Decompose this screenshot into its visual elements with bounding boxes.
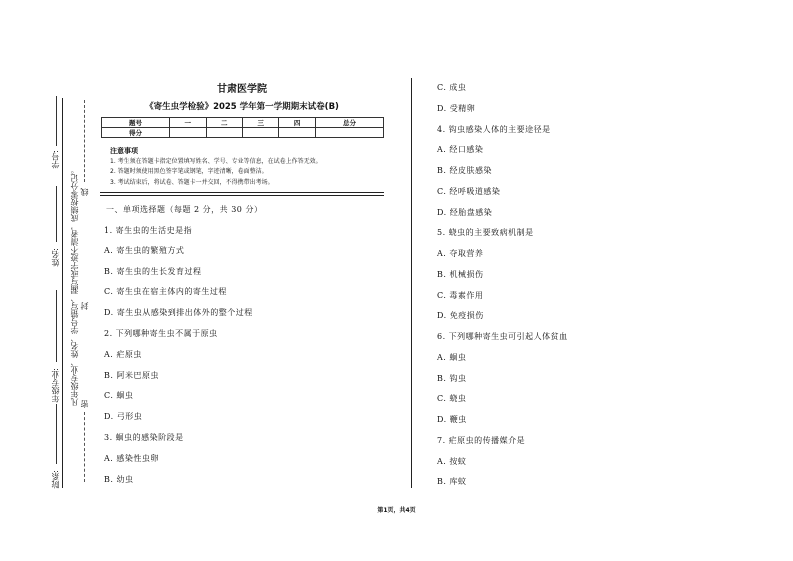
question-line: 6. 下列哪种寄生虫可引起人体贫血: [437, 332, 568, 341]
question-line: 1. 寄生虫的生活史是指: [104, 226, 193, 235]
question-line: D. 弓形虫: [104, 412, 143, 421]
question-line: A. 夺取营养: [437, 249, 484, 258]
binding-line: [62, 98, 63, 488]
name-field: [56, 186, 57, 242]
binding-warning: 凡年级专业、姓名、学号错写、漏写或字迹不清者，成绩按零分记。: [70, 166, 79, 406]
question-line: 5. 蛲虫的主要致病机制是: [437, 228, 534, 237]
header-rule: [100, 192, 384, 193]
question-line: D. 经胎盘感染: [437, 208, 493, 217]
score-cell: [279, 128, 315, 138]
question-line: B. 库蚊: [437, 477, 467, 486]
name-label: 姓名:: [51, 248, 60, 267]
question-line: B. 阿米巴原虫: [104, 371, 159, 380]
score-cell: 总分: [315, 118, 383, 128]
score-cell: 二: [206, 118, 242, 128]
question-line: B. 寄生虫的生长发育过程: [104, 267, 202, 276]
seal-char-seal: 封: [80, 302, 89, 310]
question-line: C. 经呼吸道感染: [437, 187, 501, 196]
column-divider: [411, 78, 412, 488]
question-line: A. 寄生虫的繁殖方式: [104, 246, 185, 255]
question-line: D. 受精卵: [437, 104, 476, 113]
page-number: 第1页，共4页: [377, 507, 416, 514]
question-line: B. 钩虫: [437, 374, 467, 383]
question-line: B. 幼虫: [104, 475, 134, 484]
score-cell: 一: [170, 118, 206, 128]
score-cell: [170, 128, 206, 138]
score-cell: [315, 128, 383, 138]
notice-item: 2. 答题时须使用黑色签字笔或钢笔，字迹清晰，卷面整洁。: [110, 168, 268, 175]
notice-block: [110, 146, 380, 188]
question-line: C. 寄生虫在宿主体内的寄生过程: [104, 287, 227, 296]
question-line: 4. 钩虫感染人体的主要途径是: [437, 125, 551, 134]
school-field: [56, 404, 57, 464]
seal-char-secret: 密: [80, 400, 89, 408]
question-line: D. 免疫损伤: [437, 311, 484, 320]
student-id-label: 学号:: [51, 150, 60, 169]
school-name: 甘肃医学院: [217, 84, 267, 95]
score-table-score-row: [102, 128, 384, 138]
school-label: 院系:: [51, 470, 60, 489]
question-line: 3. 蛔虫的感染阶段是: [104, 433, 184, 442]
score-table-header-row: [102, 118, 384, 128]
student-id-field: [56, 96, 57, 146]
question-line: 7. 疟原虫的传播媒介是: [437, 436, 526, 445]
notice-item: 3. 考试结束后，将试卷、答题卡一并交回，不得携带出考场。: [110, 178, 274, 186]
score-table: [101, 117, 384, 138]
section-title: 一、单项选择题（每题 2 分，共 30 分）: [106, 205, 263, 214]
question-line: D. 寄生虫从感染到排出体外的整个过程: [104, 308, 253, 317]
question-line: A. 感染性虫卵: [104, 454, 159, 463]
class-field: [56, 290, 57, 362]
question-line: C. 毒素作用: [437, 291, 484, 300]
score-cell: 题号: [102, 118, 170, 128]
question-line: B. 经皮肤感染: [437, 166, 492, 175]
question-line: C. 蛔虫: [104, 391, 134, 400]
question-line: A. 经口感染: [437, 145, 484, 154]
question-line: A. 按蚊: [437, 457, 467, 466]
class-label: 年级专业:: [51, 368, 60, 403]
score-cell: [206, 128, 242, 138]
seal-dash-2: [84, 412, 85, 482]
notice-item: 1. 考生须在答题卡指定位置填写姓名、学号、专业等信息，在试卷上作答无效。: [110, 157, 322, 165]
exam-title: 《寄生虫学检验》2025 学年第一学期期末试卷(B): [145, 102, 339, 112]
score-cell: 得分: [102, 128, 170, 138]
question-line: C. 成虫: [437, 83, 467, 92]
seal-char-line: 线: [80, 188, 89, 196]
question-line: B. 机械损伤: [437, 270, 484, 279]
header-rule: [100, 195, 384, 196]
question-line: A. 蛔虫: [437, 353, 467, 362]
score-cell: 四: [279, 118, 315, 128]
question-line: A. 疟原虫: [104, 350, 142, 359]
notice-title: 注意事项: [110, 147, 138, 155]
seal-dash-1: [84, 100, 85, 182]
question-line: C. 蛲虫: [437, 394, 467, 403]
score-cell: 三: [242, 118, 278, 128]
question-line: 2. 下列哪种寄生虫不属于原虫: [104, 329, 218, 338]
score-cell: [242, 128, 278, 138]
question-line: D. 鞭虫: [437, 415, 467, 424]
